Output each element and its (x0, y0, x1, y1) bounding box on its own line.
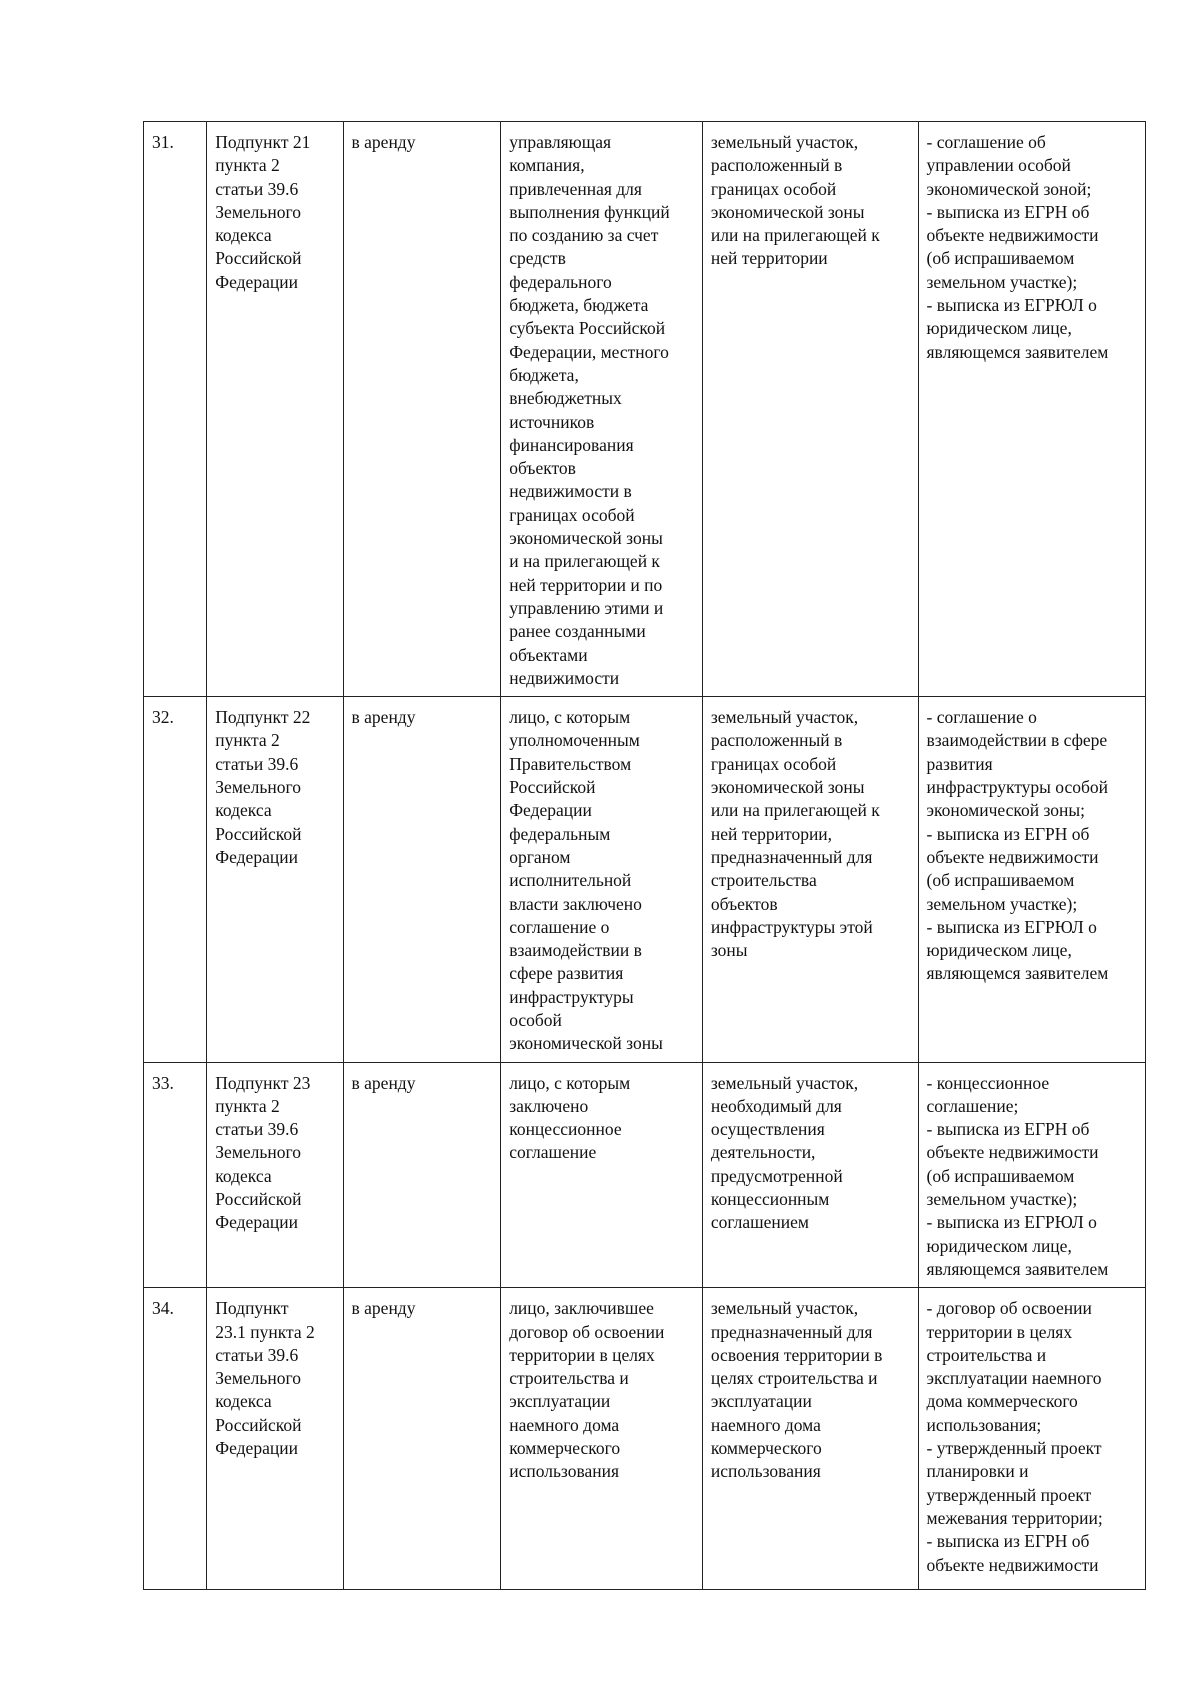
cell-text-line: и на прилегающей к (509, 551, 660, 572)
provision-type-cell (343, 1062, 501, 1288)
cell-text-line: статьи 39.6 (215, 178, 299, 199)
row-number: 34. (152, 1298, 174, 1319)
row-number: 32. (152, 707, 174, 728)
cell-text-line: Федерации (215, 1212, 298, 1233)
cell-text-line: лицо, с которым (509, 1072, 631, 1093)
cell-text-line: - выписка из ЕГРЮЛ о (926, 1212, 1097, 1233)
cell-text-line: экономической зоны (509, 528, 663, 549)
cell-text-line: пункта 2 (215, 1095, 280, 1116)
provision-type-cell (343, 1288, 501, 1590)
cell-text-line: взаимодействии в (509, 940, 642, 961)
cell-text-line: юридическом лице, (926, 318, 1072, 339)
row-number: 33. (152, 1072, 174, 1093)
cell-text-line: привлеченная для (509, 178, 642, 199)
cell-text-line: Российской (215, 823, 302, 844)
cell-text-line: дома коммерческого (926, 1391, 1078, 1412)
cell-text-line: соглашением (710, 1212, 809, 1233)
cell-text-line: эксплуатации наемного (926, 1368, 1102, 1389)
required-documents-cell (918, 1062, 1146, 1288)
cell-text-line: земельный участок, (710, 132, 859, 152)
cell-text-line: Российской (509, 777, 596, 798)
cell-text-line: границах особой (710, 753, 837, 774)
cell-text-line: целях строительства и (710, 1368, 878, 1389)
cell-text-line: субъекта Российской (509, 318, 666, 339)
cell-text-line: строительства (710, 870, 817, 891)
cell-text-line: бюджета, (509, 364, 579, 385)
cell-text-line: - соглашение об (926, 132, 1046, 152)
cell-text-line: ранее созданными (509, 621, 646, 642)
cell-text-line: взаимодействии в сфере (926, 730, 1108, 751)
cell-text-line: - выписка из ЕГРН об (926, 823, 1090, 844)
cell-text-line: экономической зоны; (926, 800, 1086, 821)
cell-text-line: Федерации (215, 846, 298, 867)
cell-text-line: территории в целях (509, 1344, 655, 1365)
provision-type-cell (343, 122, 501, 697)
cell-text-line: предназначенный для (710, 1321, 873, 1342)
row-number-cell (144, 1062, 207, 1288)
legal-basis-cell (207, 697, 343, 1062)
cell-text-line: статьи 39.6 (215, 1119, 299, 1140)
cell-text-line: ней территории (710, 248, 828, 269)
cell-text-line: концессионным (710, 1189, 830, 1210)
cell-text-line: Федерации (509, 800, 592, 821)
cell-text-line: сфере развития (509, 963, 624, 984)
cell-text-line: инфраструктуры особой (926, 777, 1109, 798)
cell-text-line: земельном участке); (926, 893, 1078, 914)
cell-text-line: выполнения функций (509, 201, 670, 222)
document-table (143, 121, 1146, 1590)
row-number: 31. (152, 132, 174, 152)
cell-text-line: расположенный в (710, 155, 843, 176)
cell-text-line: компания, (509, 155, 585, 176)
provision-type-cell (343, 697, 501, 1062)
table-row (144, 122, 1146, 697)
cell-text-line: земельный участок, (710, 707, 859, 728)
cell-text-line: инфраструктуры этой (710, 916, 873, 937)
cell-text-line: недвижимости в (509, 481, 632, 502)
cell-text-line: являющемся заявителем (926, 341, 1109, 362)
cell-text-line: объекте недвижимости (926, 1554, 1099, 1575)
cell-text-line: территории в целях (926, 1321, 1073, 1342)
cell-text-line: границах особой (710, 178, 837, 199)
cell-text-line: договор об освоении (509, 1321, 665, 1342)
cell-text-line: земельный участок, (710, 1298, 859, 1319)
cell-text-line: Подпункт 21 (215, 132, 311, 152)
cell-text-line: - выписка из ЕГРН об (926, 201, 1090, 222)
cell-text-line: объектов (710, 893, 778, 914)
cell-text-line: кодекса (215, 800, 272, 821)
cell-text-line: - концессионное (926, 1072, 1050, 1093)
cell-text-line: юридическом лице, (926, 1235, 1072, 1256)
cell-text-line: управлении особой (926, 155, 1071, 176)
legal-basis-cell (207, 1062, 343, 1288)
cell-text-line: осуществления (710, 1119, 825, 1140)
cell-text-line: Подпункт (215, 1298, 289, 1319)
cell-text-line: необходимый для (710, 1095, 842, 1116)
cell-text-line: развития (926, 753, 993, 774)
cell-text-line: федерального (509, 271, 612, 292)
cell-text-line: земельном участке); (926, 1189, 1078, 1210)
cell-text-line: источников (509, 411, 595, 432)
cell-text-line: кодекса (215, 1391, 272, 1412)
cell-text-line: экономической зоны (710, 201, 865, 222)
land-plot-cell (702, 1288, 918, 1590)
cell-text-line: управлению этими и (509, 597, 664, 618)
cell-text-line: Федерации (215, 271, 298, 292)
cell-text-line: в аренду (351, 1298, 416, 1319)
cell-text-line: кодекса (215, 1165, 272, 1186)
required-documents-cell (918, 697, 1146, 1062)
cell-text-line: Российской (215, 1414, 302, 1435)
cell-text-line: эксплуатации (710, 1391, 812, 1412)
cell-text-line: или на прилегающей к (710, 225, 880, 246)
cell-text-line: соглашение о (509, 916, 610, 937)
cell-text-line: (об испрашиваемом (926, 870, 1075, 891)
cell-text-line: Земельного (215, 201, 301, 222)
cell-text-line: в аренду (351, 707, 416, 728)
cell-text-line: управляющая (509, 132, 612, 152)
cell-text-line: использования (509, 1461, 620, 1482)
cell-text-line: заключено (509, 1095, 589, 1116)
cell-text-line: особой (509, 1009, 562, 1030)
cell-text-line: соглашение; (926, 1095, 1019, 1116)
table-body (144, 122, 1146, 1590)
cell-text-line: планировки и (926, 1461, 1029, 1482)
applicant-cell (501, 1288, 703, 1590)
cell-text-line: - утвержденный проект (926, 1438, 1102, 1459)
cell-text-line: экономической зоны (509, 1033, 663, 1054)
cell-text-line: эксплуатации (509, 1391, 611, 1412)
row-number-cell (144, 1288, 207, 1590)
cell-text-line: Земельного (215, 1142, 301, 1163)
cell-text-line: пункта 2 (215, 155, 280, 176)
applicant-cell (501, 122, 703, 697)
cell-text-line: освоения территории в (710, 1344, 883, 1365)
cell-text-line: средств (509, 248, 566, 269)
cell-text-line: коммерческого (509, 1438, 621, 1459)
cell-text-line: (об испрашиваемом (926, 1165, 1075, 1186)
legal-basis-cell (207, 1288, 343, 1590)
cell-text-line: межевания территории; (926, 1507, 1103, 1528)
cell-text-line: юридическом лице, (926, 940, 1072, 961)
cell-text-line: Земельного (215, 777, 301, 798)
cell-text-line: использования; (926, 1414, 1042, 1435)
cell-text-line: финансирования (509, 434, 634, 455)
cell-text-line: ней территории, (710, 823, 833, 844)
cell-text-line: деятельности, (710, 1142, 816, 1163)
cell-text-line: объекте недвижимости (926, 846, 1099, 867)
cell-text-line: власти заключено (509, 893, 642, 914)
cell-text-line: - выписка из ЕГРЮЛ о (926, 916, 1097, 937)
cell-text-line: исполнительной (509, 870, 632, 891)
cell-text-line: наемного дома (710, 1414, 821, 1435)
land-plot-cell (702, 1062, 918, 1288)
cell-text-line: по созданию за счет (509, 225, 659, 246)
cell-text-line: объекте недвижимости (926, 1142, 1099, 1163)
cell-text-line: статьи 39.6 (215, 1344, 299, 1365)
cell-text-line: - выписка из ЕГРН об (926, 1531, 1090, 1552)
cell-text-line: внебюджетных (509, 388, 622, 409)
cell-text-line: объектов (509, 458, 576, 479)
cell-text-line: концессионное (509, 1119, 622, 1140)
cell-text-line: использования (710, 1461, 821, 1482)
row-number-cell (144, 697, 207, 1062)
cell-text-line: (об испрашиваемом (926, 248, 1075, 269)
cell-text-line: в аренду (351, 1072, 416, 1093)
cell-text-line: земельном участке); (926, 271, 1078, 292)
cell-text-line: Федерации (215, 1438, 298, 1459)
cell-text-line: наемного дома (509, 1414, 620, 1435)
cell-text-line: являющемся заявителем (926, 1258, 1109, 1279)
land-plot-cell (702, 697, 918, 1062)
cell-text-line: статьи 39.6 (215, 753, 299, 774)
cell-text-line: объектами (509, 644, 588, 665)
cell-text-line: лицо, заключившее (509, 1298, 654, 1319)
cell-text-line: Подпункт 23 (215, 1072, 311, 1093)
cell-text-line: уполномоченным (509, 730, 640, 751)
cell-text-line: экономической зоны (710, 777, 865, 798)
land-plot-cell (702, 122, 918, 697)
cell-text-line: коммерческого (710, 1438, 822, 1459)
cell-text-line: федеральным (509, 823, 611, 844)
cell-text-line: пункта 2 (215, 730, 280, 751)
table-row (144, 1288, 1146, 1590)
cell-text-line: Российской (215, 248, 302, 269)
cell-text-line: - соглашение о (926, 707, 1037, 728)
required-documents-cell (918, 1288, 1146, 1590)
cell-text-line: лицо, с которым (509, 707, 631, 728)
cell-text-line: предусмотренной (710, 1165, 843, 1186)
cell-text-line: органом (509, 846, 571, 867)
applicant-cell (501, 1062, 703, 1288)
cell-text-line: в аренду (351, 132, 416, 152)
cell-text-line: - выписка из ЕГРЮЛ о (926, 295, 1097, 316)
cell-text-line: Федерации, местного (509, 341, 669, 362)
cell-text-line: границах особой (509, 504, 635, 525)
cell-text-line: инфраструктуры (509, 986, 634, 1007)
applicant-cell (501, 697, 703, 1062)
cell-text-line: утвержденный проект (926, 1484, 1092, 1505)
cell-text-line: Земельного (215, 1368, 301, 1389)
cell-text-line: Правительством (509, 753, 632, 774)
cell-text-line: являющемся заявителем (926, 963, 1109, 984)
cell-text-line: строительства и (926, 1344, 1047, 1365)
cell-text-line: ней территории и по (509, 574, 663, 595)
cell-text-line: или на прилегающей к (710, 800, 880, 821)
cell-text-line: предназначенный для (710, 846, 873, 867)
table-row (144, 1062, 1146, 1288)
cell-text-line: Подпункт 22 (215, 707, 311, 728)
legal-basis-cell (207, 122, 343, 697)
cell-text-line: земельный участок, (710, 1072, 859, 1093)
cell-text-line: Российской (215, 1189, 302, 1210)
cell-text-line: кодекса (215, 225, 272, 246)
cell-text-line: зоны (710, 940, 748, 961)
required-documents-cell (918, 122, 1146, 697)
cell-text-line: бюджета, бюджета (509, 295, 649, 316)
cell-text-line: - договор об освоении (926, 1298, 1092, 1319)
cell-text-line: экономической зоной; (926, 178, 1092, 199)
cell-text-line: строительства и (509, 1368, 629, 1389)
cell-text-line: объекте недвижимости (926, 225, 1099, 246)
cell-text-line: недвижимости (509, 667, 620, 688)
row-number-cell (144, 122, 207, 697)
cell-text-line: 23.1 пункта 2 (215, 1321, 315, 1342)
cell-text-line: соглашение (509, 1142, 597, 1163)
table-row (144, 697, 1146, 1062)
cell-text-line: - выписка из ЕГРН об (926, 1119, 1090, 1140)
cell-text-line: расположенный в (710, 730, 843, 751)
